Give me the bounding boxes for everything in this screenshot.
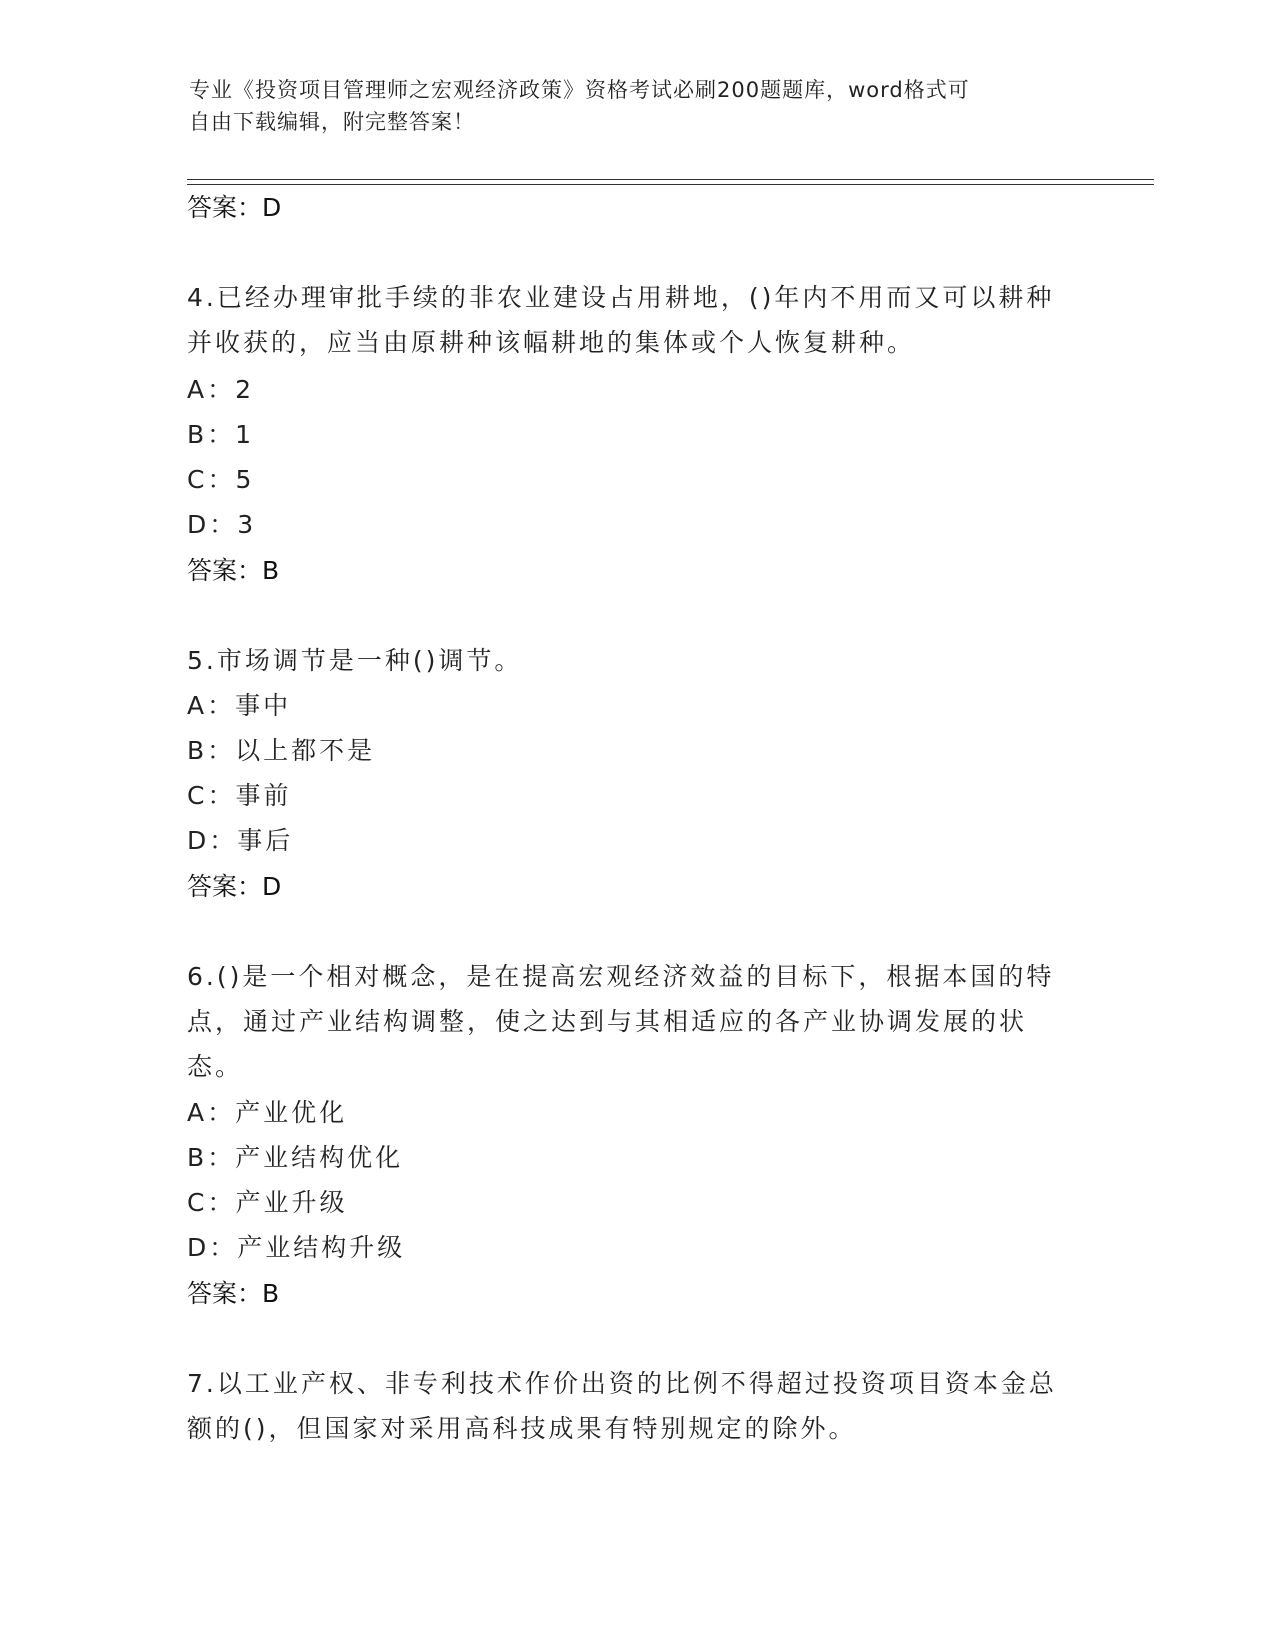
question-6 xyxy=(187,954,1067,1089)
page-header xyxy=(189,74,1069,138)
question-5 xyxy=(187,638,1067,683)
question-6-option-d: D：产业结构升级 xyxy=(187,1233,406,1262)
question-4-text: 4.已经办理审批手续的非农业建设占用耕地，()年内不用而又可以耕种并收获的，应当由原耕种该幅耕地的集体或个人恢复耕种。 xyxy=(187,283,1055,357)
header-divider-top xyxy=(187,179,1154,180)
header-line-2: 自由下载编辑，附完整答案！ xyxy=(189,110,475,134)
question-6-text: 6.()是一个相对概念，是在提高宏观经济效益的目标下，根据本国的特点，通过产业结构调整，使之达到与其相适应的各产业协调发展的状态。 xyxy=(187,962,1055,1081)
header-line-1: 专业《投资项目管理师之宏观经济政策》资格考试必刷200题题库，word格式可 xyxy=(189,78,970,102)
question-5-option-c: C：事前 xyxy=(187,781,292,810)
question-4-option-b: B：1 xyxy=(187,420,255,449)
question-5-option-d: D：事后 xyxy=(187,826,294,855)
question-6-option-b: B：产业结构优化 xyxy=(187,1143,404,1172)
question-6-option-a: A：产业优化 xyxy=(187,1098,348,1127)
question-7-text: 7.以工业产权、非专利技术作价出资的比例不得超过投资项目资本金总额的()，但国家对采用高科技成果有特别规定的除外。 xyxy=(187,1369,1057,1443)
question-5-answer: 答案：D xyxy=(187,872,282,901)
question-5-option-a: A：事中 xyxy=(187,691,292,720)
question-4-option-c: C：5 xyxy=(187,465,255,494)
question-6-answer: 答案：B xyxy=(187,1279,280,1308)
header-divider-bottom xyxy=(187,184,1154,185)
question-4-option-d: D：3 xyxy=(187,510,257,539)
question-5-option-b: B：以上都不是 xyxy=(187,736,376,765)
question-4 xyxy=(187,275,1067,365)
question-6-option-c: C：产业升级 xyxy=(187,1188,348,1217)
question-5-text: 5.市场调节是一种()调节。 xyxy=(187,646,523,675)
question-4-option-a: A：2 xyxy=(187,375,255,404)
answer-previous: 答案：D xyxy=(187,193,282,222)
question-7 xyxy=(187,1361,1067,1451)
question-4-answer: 答案：B xyxy=(187,556,280,585)
